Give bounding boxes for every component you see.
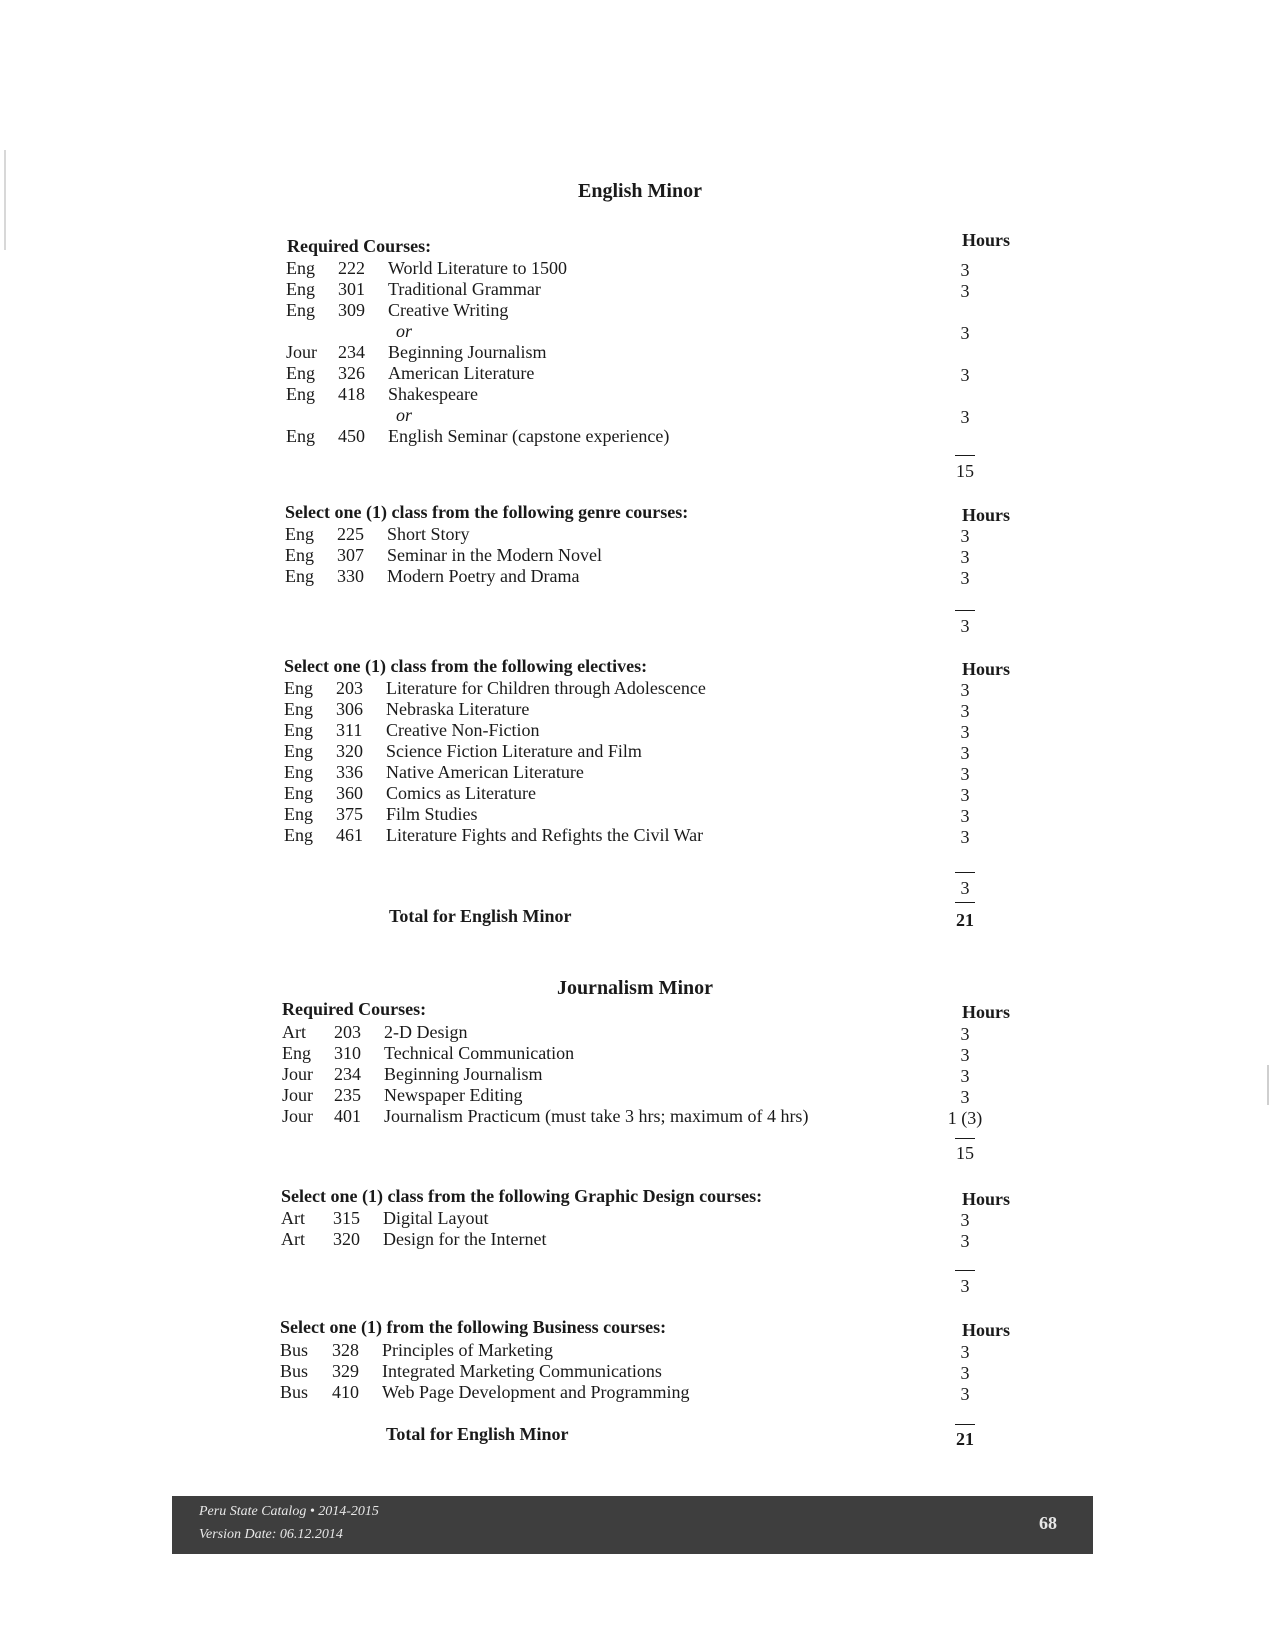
course-title: Digital Layout [383,1208,489,1228]
english-required-subtotal: 15 [956,461,974,481]
course-dept: Eng [286,384,315,404]
course-hours: 1 (3) [947,1108,983,1128]
subtotal-line [955,610,975,611]
course-title: Technical Communication [384,1043,575,1063]
course-hours: 3 [960,722,970,742]
course-hours: 3 [960,365,970,385]
course-number: 329 [332,1361,359,1381]
course-dept: Bus [280,1382,309,1402]
course-dept: Eng [286,300,315,320]
english-electives-subtotal: 3 [960,878,970,898]
course-dept: Jour [282,1085,313,1105]
course-title: Modern Poetry and Drama [387,566,580,586]
course-number: 311 [336,720,363,740]
course-hours: 3 [960,1024,970,1044]
course-title: Comics as Literature [386,783,536,803]
course-number: 330 [337,566,364,586]
total-line [955,1424,975,1425]
course-hours: 3 [960,785,970,805]
course-dept: Art [282,1022,306,1042]
course-hours: 3 [960,323,970,343]
course-title: Shakespeare [388,384,478,404]
course-number: 375 [336,804,363,824]
course-number: 222 [338,258,365,278]
journalism-total-label: Total for English Minor [386,1424,569,1444]
journalism-required-hours-label: Hours [962,1002,1011,1022]
course-number: 225 [337,524,364,544]
english-genre-hours-label: Hours [962,505,1011,525]
course-title: Literature for Children through Adolescence [386,678,706,698]
course-hours: 3 [960,1210,970,1230]
course-dept: Eng [284,741,313,761]
footer-catalog: Peru State Catalog • 2014-2015 [199,1504,379,1519]
course-title: Beginning Journalism [388,342,547,362]
course-number: 328 [332,1340,359,1360]
course-hours: 3 [960,281,970,301]
course-hours: 3 [960,1087,970,1107]
course-number: 307 [337,545,364,565]
journalism-business-hours-label: Hours [962,1320,1011,1340]
course-dept: Eng [284,678,313,698]
english-electives-heading: Select one (1) class from the following electives: [284,656,648,676]
course-dept: Eng [286,258,315,278]
course-dept: Eng [282,1043,311,1063]
course-dept: Jour [282,1106,313,1126]
course-dept: Eng [284,699,313,719]
course-hours: 3 [960,526,970,546]
course-number: 320 [333,1229,360,1249]
course-title: Native American Literature [386,762,584,782]
course-number: 203 [334,1022,361,1042]
journalism-graphic-subtotal: 3 [960,1276,970,1296]
course-dept: Eng [284,825,313,845]
english-required-hours-label: Hours [962,230,1011,250]
course-title: Film Studies [386,804,478,824]
course-title: Seminar in the Modern Novel [387,545,602,565]
course-dept: Eng [285,566,314,586]
page-footer [172,1496,1093,1554]
course-number: 310 [334,1043,361,1063]
course-dept: Art [281,1229,305,1249]
course-number: 309 [338,300,365,320]
course-title: Beginning Journalism [384,1064,543,1084]
course-dept: Art [281,1208,305,1228]
course-number: 360 [336,783,363,803]
course-title: Science Fiction Literature and Film [386,741,642,761]
course-dept: Eng [286,279,315,299]
course-title: Journalism Practicum (must take 3 hrs; maximum of 4 hrs) [384,1106,809,1126]
course-hours: 3 [960,1231,970,1251]
subtotal-line [955,1270,975,1271]
course-number: 336 [336,762,363,782]
journalism-required-heading: Required Courses: [282,999,427,1019]
course-hours: 3 [960,1384,970,1404]
course-dept: Eng [286,426,315,446]
course-number: 418 [338,384,365,404]
total-line [955,902,975,903]
journalism-total-value: 21 [956,1429,974,1449]
english-required-heading: Required Courses: [287,236,432,256]
course-dept: Eng [284,783,313,803]
course-title: Creative Non-Fiction [386,720,540,740]
journalism-required-subtotal: 15 [956,1143,974,1163]
course-title: Literature Fights and Refights the Civil War [386,825,704,845]
course-hours: 3 [960,827,970,847]
course-number: 306 [336,699,363,719]
course-title: Creative Writing [388,300,509,320]
english-genre-heading: Select one (1) class from the following genre courses: [285,502,689,522]
course-dept: Eng [286,363,315,383]
course-hours: 3 [960,1045,970,1065]
journalism-business-heading: Select one (1) from the following Business courses: [280,1317,667,1337]
or-separator: or [396,405,413,425]
course-hours: 3 [960,764,970,784]
course-hours: 3 [960,1363,970,1383]
course-hours: 3 [960,806,970,826]
or-separator: or [396,321,413,341]
course-dept: Eng [285,545,314,565]
course-number: 320 [336,741,363,761]
course-title: 2-D Design [384,1022,468,1042]
journalism-graphic-heading: Select one (1) class from the following Graphic Design courses: [281,1186,763,1206]
journalism-minor-title: Journalism Minor [556,977,714,999]
course-hours: 3 [960,568,970,588]
course-hours: 3 [960,407,970,427]
course-title: Integrated Marketing Communications [382,1361,662,1381]
course-number: 203 [336,678,363,698]
course-dept: Eng [284,762,313,782]
course-title: Design for the Internet [383,1229,547,1249]
course-title: Nebraska Literature [386,699,530,719]
course-number: 315 [333,1208,360,1228]
course-number: 401 [334,1106,361,1126]
subtotal-line [955,1138,975,1139]
course-number: 234 [334,1064,361,1084]
course-number: 461 [336,825,363,845]
english-total-value: 21 [956,910,974,930]
course-hours: 3 [960,743,970,763]
course-number: 450 [338,426,365,446]
english-minor-title: English Minor [578,180,702,202]
course-number: 301 [338,279,365,299]
course-number: 326 [338,363,365,383]
course-number: 235 [334,1085,361,1105]
scan-edge-mark [1267,1065,1269,1105]
course-title: Newspaper Editing [384,1085,523,1105]
course-dept: Bus [280,1361,309,1381]
course-hours: 3 [960,1066,970,1086]
course-title: Principles of Marketing [382,1340,553,1360]
english-genre-subtotal: 3 [960,616,970,636]
course-dept: Jour [286,342,317,362]
course-title: Web Page Development and Programming [382,1382,690,1402]
course-dept: Jour [282,1064,313,1084]
page-number: 68 [1039,1513,1057,1533]
footer-version-date: Version Date: 06.12.2014 [199,1527,343,1542]
course-dept: Eng [284,804,313,824]
course-dept: Bus [280,1340,309,1360]
course-title: Short Story [387,524,470,544]
course-title: American Literature [388,363,535,383]
course-hours: 3 [960,680,970,700]
english-electives-hours-label: Hours [962,659,1011,679]
course-title: Traditional Grammar [388,279,541,299]
scan-edge-mark [4,150,6,250]
course-hours: 3 [960,1342,970,1362]
course-dept: Eng [284,720,313,740]
journalism-graphic-hours-label: Hours [962,1189,1011,1209]
english-total-label: Total for English Minor [389,906,572,926]
subtotal-line [955,455,975,456]
course-title: English Seminar (capstone experience) [388,426,670,446]
course-hours: 3 [960,547,970,567]
course-number: 410 [332,1382,359,1402]
course-hours: 3 [960,701,970,721]
course-hours: 3 [960,260,970,280]
course-dept: Eng [285,524,314,544]
course-title: World Literature to 1500 [388,258,567,278]
course-number: 234 [338,342,365,362]
subtotal-line [955,872,975,873]
